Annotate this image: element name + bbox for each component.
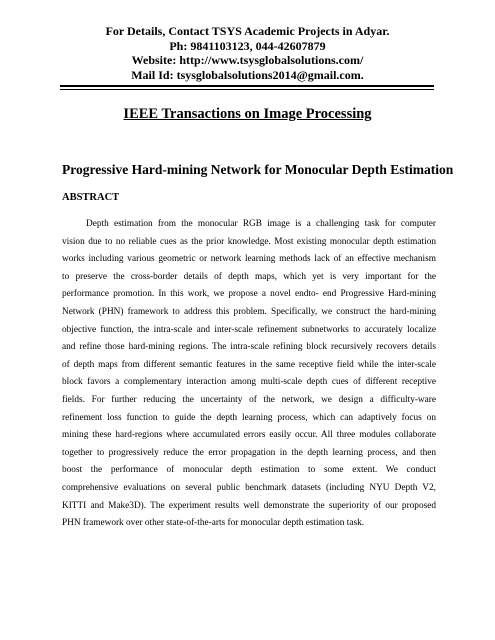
abstract-line: of depth maps from different semantic features in the same receptive field while the inter-scale: [62, 359, 436, 370]
contact-header: [0, 24, 495, 82]
abstract-line: block favors a complementary interaction among multi-scale depth cues of different receptive: [62, 377, 436, 388]
abstract-line: refinement loss function to guide the depth learning process, which can adaptively focus on: [62, 412, 436, 423]
abstract-line: PHN framework over other state-of-the-arts for monocular depth estimation task.: [62, 518, 365, 529]
abstract-line: Network (PHN) framework to address this problem. Specifically, we construct the hard-mining: [62, 306, 436, 317]
abstract-line: Depth estimation from the monocular RGB image is a challenging task for computer: [86, 219, 436, 229]
abstract-line: fields. For further reducing the uncertainty of the network, we design a difficulty-ware: [62, 394, 436, 405]
abstract-heading: ABSTRACT: [62, 192, 120, 203]
journal-title: IEEE Transactions on Image Processing: [123, 106, 372, 122]
header-divider-thick: [60, 85, 434, 87]
abstract-line: performance promotion. In this work, we propose a novel endto- end Progressive Hard-mining: [62, 289, 436, 300]
abstract-line: objective function, the intra-scale and inter-scale refinement subnetworks to accurately localize: [62, 324, 436, 335]
mail-line: Mail Id: tsysglobalsolutions2014@gmail.com.: [131, 67, 364, 82]
phone-line: Ph: 9841103123, 044-42607879: [169, 38, 326, 53]
header-divider-thin: [60, 89, 434, 90]
abstract-line: and refine those hard-mining regions. The intra-scale refining block recursively recovers details: [62, 342, 436, 353]
abstract-body: [62, 216, 436, 533]
abstract-line: works including various geometric or network learning methods lack of an effective mechanism: [62, 254, 436, 265]
abstract-line: together to progressively reduce the error propagation in the depth learning process, and then: [62, 447, 436, 458]
contact-line: For Details, Contact TSYS Academic Projects in Adyar.: [105, 24, 390, 38]
website-line: Website: http://www.tsysglobalsolutions.com/: [131, 53, 364, 67]
abstract-line: mining these hard-regions where accumulated errors easily occur. All three modules collaborate: [62, 430, 436, 441]
abstract-line: to preserve the cross-border details of depth maps, which yet is very important for the: [62, 271, 436, 282]
paper-title: Progressive Hard-mining Network for Monocular Depth Estimation: [62, 162, 454, 177]
abstract-line: boost the performance of monocular depth estimation to some extent. We conduct: [62, 465, 436, 476]
abstract-line: KITTI and Make3D). The experiment results well demonstrate the superiority of our proposed: [62, 500, 436, 511]
abstract-line: vision due to no reliable cues as the prior knowledge. Most existing monocular depth estimation: [62, 236, 436, 247]
abstract-line: comprehensive evaluations on several public benchmark datasets (including NYU Depth V2,: [62, 482, 436, 493]
